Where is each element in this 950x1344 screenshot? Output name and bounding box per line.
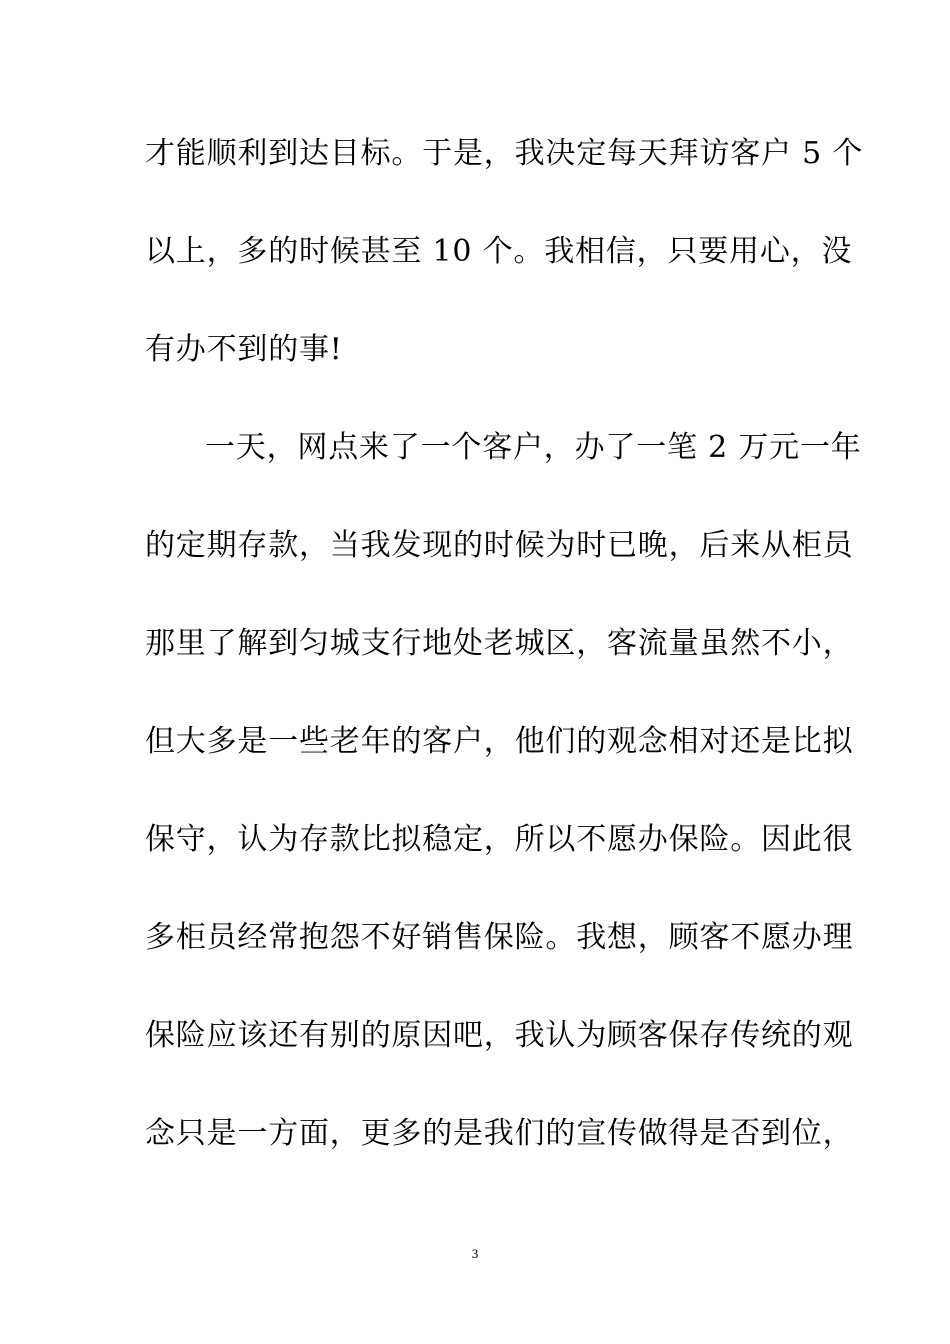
text-line: 但大多是一些老年的客户，他们的观念相对还是比拟: [145, 724, 854, 759]
page-number: 3: [471, 1246, 479, 1261]
text-line: 的定期存款，当我发现的时候为时已晚，后来从柜员: [145, 528, 854, 563]
text-line: 有办不到的事!: [145, 332, 343, 367]
document-body: [145, 124, 864, 1202]
text-line: 才能顺利到达目标。于是，我决定每天拜访客户 5 个: [145, 136, 864, 171]
text-line: 保守，认为存款比拟稳定，所以不愿办保险。因此很: [145, 822, 854, 857]
text-line: 念只是一方面，更多的是我们的宣传做得是否到位，: [145, 1116, 854, 1151]
paragraph-first-line: 一天，网点来了一个客户，办了一笔 2 万元一年: [205, 430, 862, 465]
text-line: 保险应该还有别的原因吧，我认为顾客保存传统的观: [145, 1018, 854, 1053]
text-line: 那里了解到匀城支行地处老城区，客流量虽然不小，: [145, 626, 854, 661]
text-line: 多柜员经常抱怨不好销售保险。我想，顾客不愿办理: [145, 920, 854, 955]
text-line: 以上，多的时候甚至 10 个。我相信，只要用心，没: [145, 234, 853, 269]
